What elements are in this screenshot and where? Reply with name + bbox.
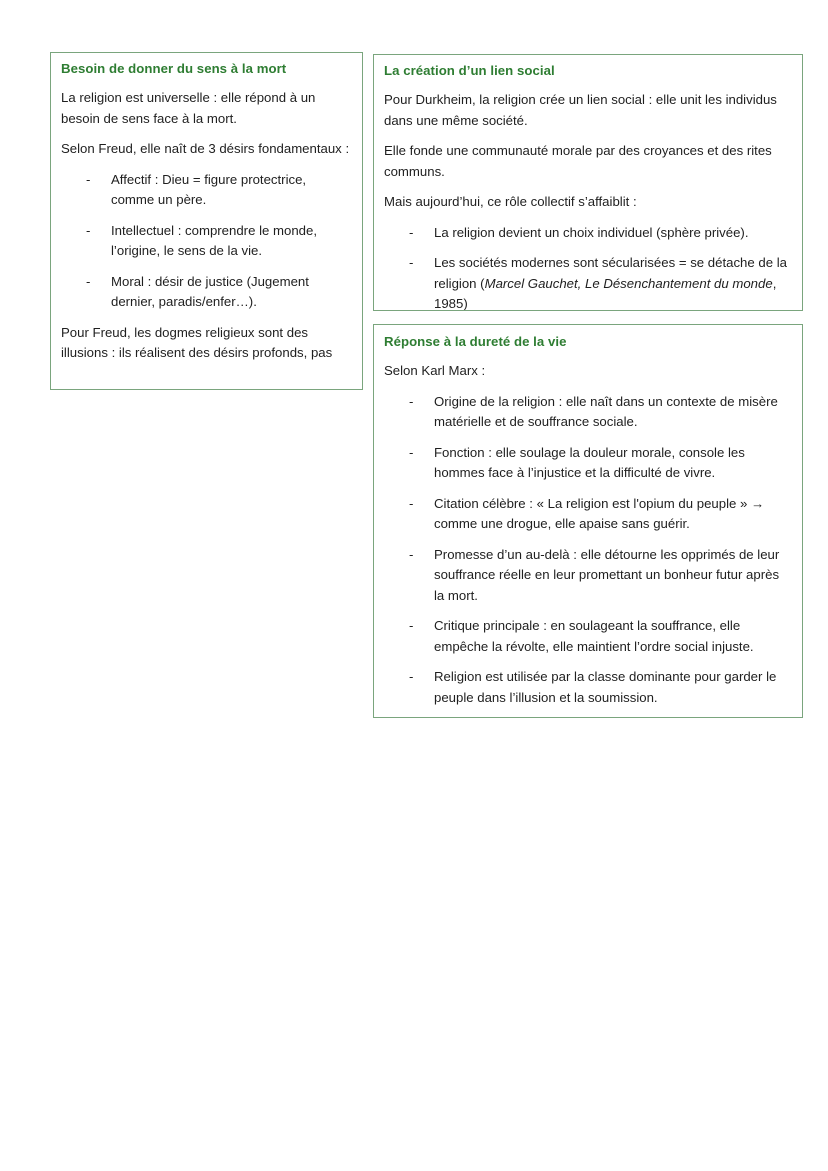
dash-bullet-icon: - bbox=[409, 393, 414, 409]
dash-bullet-icon: - bbox=[409, 224, 414, 240]
card-lien-social bbox=[373, 54, 803, 311]
paragraph: Pour Durkheim, la religion crée un lien social : elle unit les individus dans une même société. bbox=[384, 92, 777, 128]
list-item bbox=[384, 616, 792, 657]
bullet-list bbox=[384, 223, 792, 312]
paragraph: Pour Freud, les dogmes religieux sont des illusions : ils réalisent des désirs profonds, pas bbox=[61, 324, 333, 360]
list-item bbox=[384, 545, 792, 607]
list-item bbox=[384, 253, 792, 311]
list-item bbox=[61, 272, 352, 313]
dash-bullet-icon: - bbox=[86, 171, 91, 187]
list-item-text: Religion est utilisée par la classe dominante pour garder le peuple dans l’illusion et la soumission. bbox=[434, 669, 777, 705]
bullet-list bbox=[61, 170, 352, 313]
card-durete-vie bbox=[373, 324, 803, 718]
dash-bullet-icon: - bbox=[409, 444, 414, 460]
list-item-text: Critique principale : en soulageant la souffrance, elle empêche la révolte, elle maintient l’ordre social injuste. bbox=[434, 618, 754, 654]
citation-italic: Marcel Gauchet, Le Désenchantement du monde bbox=[484, 275, 773, 291]
paragraph: Mais aujourd’hui, ce rôle collectif s’affaiblit : bbox=[384, 194, 637, 209]
list-item bbox=[384, 494, 792, 535]
list-item-text: Affectif : Dieu = figure protectrice, comme un père. bbox=[111, 171, 307, 207]
list-item bbox=[384, 443, 792, 484]
card-title: Réponse à la dureté de la vie bbox=[384, 334, 567, 349]
card-besoin-sens-mort bbox=[50, 52, 363, 390]
paragraph: La religion est universelle : elle répond à un besoin de sens face à la mort. bbox=[61, 90, 316, 126]
dash-bullet-icon: - bbox=[409, 255, 414, 270]
list-item-text: La religion devient un choix individuel (sphère privée). bbox=[434, 224, 749, 240]
list-item-text: Citation célèbre : « La religion est l'opium du peuple » → comme une drogue, elle apaise sans guérir. bbox=[434, 495, 765, 531]
dash-bullet-icon: - bbox=[409, 618, 414, 633]
dash-bullet-icon: - bbox=[409, 669, 414, 684]
card-title: La création d’un lien social bbox=[384, 63, 555, 78]
dash-bullet-icon: - bbox=[86, 222, 91, 238]
list-item bbox=[384, 667, 792, 708]
citation-tail: , 1985) bbox=[434, 275, 777, 311]
list-item-text: Origine de la religion : elle naît dans un contexte de misère matérielle et de souffrance sociale. bbox=[434, 393, 778, 429]
list-item bbox=[384, 392, 792, 433]
list-item-text: Intellectuel : comprendre le monde, l’origine, le sens de la vie. bbox=[111, 222, 317, 258]
dash-bullet-icon: - bbox=[86, 273, 91, 289]
bullet-list bbox=[384, 392, 792, 709]
paragraph: Elle fonde une communauté morale par des croyances et des rites communs. bbox=[384, 143, 772, 179]
card-title: Besoin de donner du sens à la mort bbox=[61, 61, 287, 76]
list-item-text: Moral : désir de justice (Jugement dernier, paradis/enfer…). bbox=[111, 273, 309, 309]
dash-bullet-icon: - bbox=[409, 495, 414, 511]
list-item bbox=[61, 221, 352, 262]
paragraph: Selon Karl Marx : bbox=[384, 363, 486, 378]
list-item-text: Les sociétés modernes sont sécularisées = se détache de la religion ( bbox=[434, 255, 787, 291]
paragraph: Selon Freud, elle naît de 3 désirs fondamentaux : bbox=[61, 141, 350, 156]
list-item bbox=[384, 223, 792, 244]
list-item bbox=[61, 170, 352, 211]
list-item-text: Promesse d’un au-delà : elle détourne les opprimés de leur souffrance réelle en leur promettant un bonheur futur après la mort. bbox=[434, 546, 780, 603]
dash-bullet-icon: - bbox=[409, 546, 414, 562]
list-item-text: Fonction : elle soulage la douleur morale, console les hommes face à l’injustice et la difficulté de vivre. bbox=[434, 444, 745, 480]
